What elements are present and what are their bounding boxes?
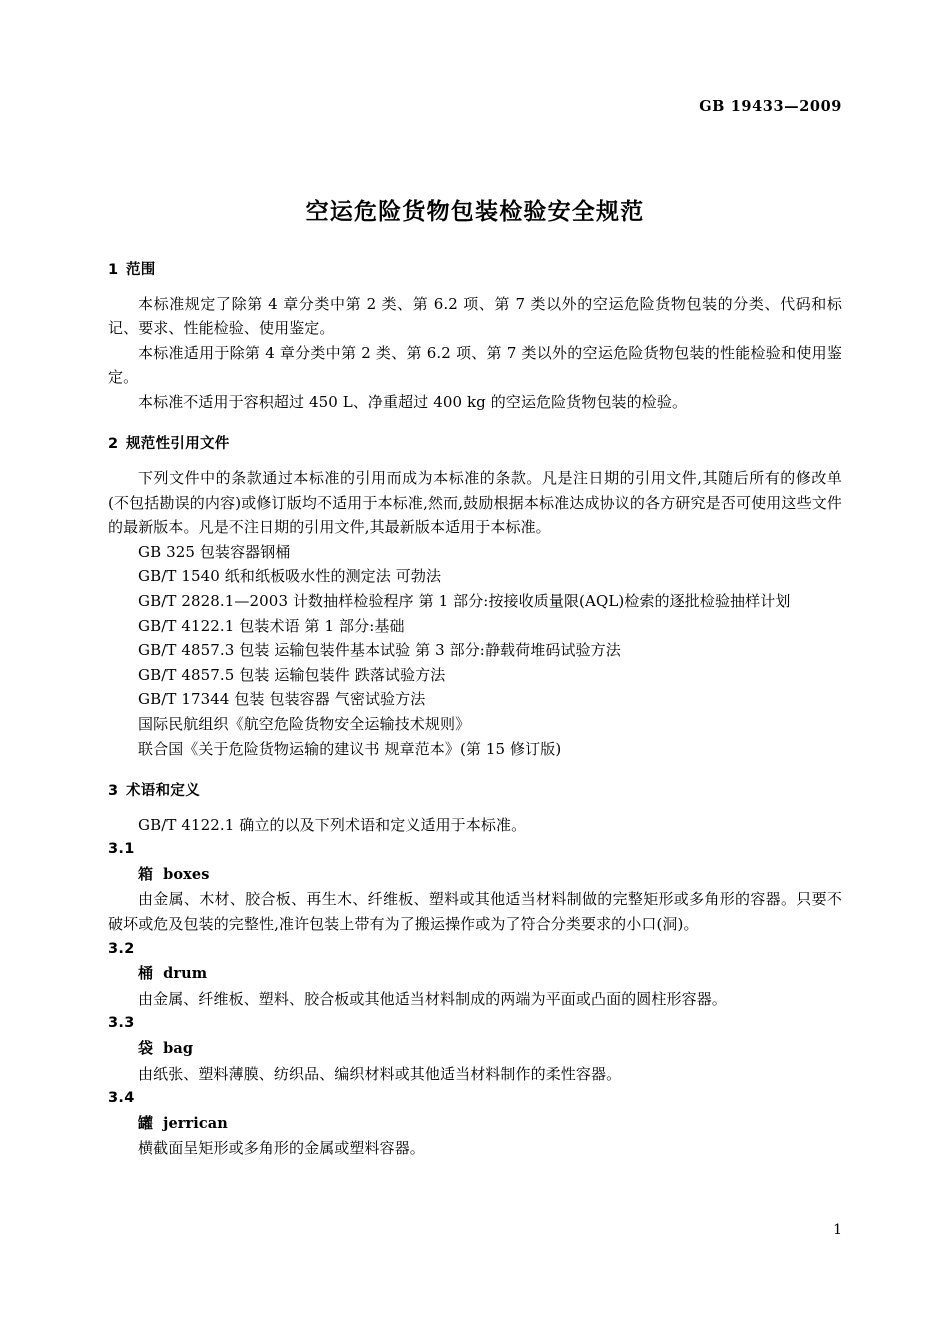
term-definition: 由金属、纤维板、塑料、胶合板或其他适当材料制成的两端为平面或凸面的圆柱形容器。 <box>138 989 727 1008</box>
reference-item: GB/T 4857.5 包装 运输包装件 跌落试验方法 <box>138 665 446 684</box>
term-definition: 横截面呈矩形或多角形的金属或塑料容器。 <box>138 1139 425 1158</box>
document-body <box>108 258 842 1161</box>
page-number: 1 <box>833 1222 842 1238</box>
reference-item: GB 325 包装容器钢桶 <box>138 542 291 561</box>
reference-item: 国际民航组织《航空危险货物安全运输技术规则》 <box>138 714 471 733</box>
clause-title-2: 规范性引用文件 <box>126 436 230 453</box>
term-definition: 由金属、木材、胶合板、再生木、纤维板、塑料或其他适当材料制做的完整矩形或多角形的容器。只要不破坏或危及包装的完整性,准许包装上带有为了搬运操作或为了符合分类要求的小口(洞)。 <box>108 890 842 933</box>
reference-item: GB/T 1540 纸和纸板吸水性的测定法 可勃法 <box>138 567 442 586</box>
page-title: 空运危险货物包装检验安全规范 <box>305 199 645 226</box>
term-english: jerrican <box>163 1114 228 1132</box>
subclause-number: 3.1 <box>108 841 135 858</box>
clause-heading-2 <box>108 432 842 457</box>
clause-title-3: 术语和定义 <box>126 783 200 800</box>
reference-item: 联合国《关于危险货物运输的建议书 规章范本》(第 15 修订版) <box>138 739 562 758</box>
subclause-number: 3.3 <box>108 1015 135 1032</box>
clause-number-2: 2 <box>108 436 119 453</box>
clause-number-3: 3 <box>108 783 119 800</box>
scope-paragraph-3: 本标准不适用于容积超过 450 L、净重超过 400 kg 的空运危险货物包装的检验。 <box>138 392 688 411</box>
scope-paragraph-1: 本标准规定了除第 4 章分类中第 2 类、第 6.2 项、第 7 类以外的空运危险货物包装的分类、代码和标记、要求、性能检验、使用鉴定。 <box>108 294 842 338</box>
term-line <box>108 862 842 888</box>
term-english: bag <box>163 1039 194 1057</box>
reference-item: GB/T 4857.3 包装 运输包装件基本试验 第 3 部分:静载荷堆码试验方法 <box>138 641 621 660</box>
term-definition: 由纸张、塑料薄膜、纺织品、编织材料或其他适当材料制作的柔性容器。 <box>138 1064 622 1083</box>
clause-title-1: 范围 <box>126 262 156 278</box>
term-english: boxes <box>163 865 210 883</box>
subclause-number: 3.4 <box>108 1090 135 1107</box>
term-chinese: 罐 <box>138 1113 154 1132</box>
clause-heading-1 <box>108 258 842 283</box>
term-line <box>108 961 842 987</box>
term-chinese: 桶 <box>138 964 154 983</box>
term-chinese: 箱 <box>138 864 154 883</box>
terms-intro: GB/T 4122.1 确立的以及下列术语和定义适用于本标准。 <box>138 815 527 834</box>
clause-heading-3 <box>108 779 842 804</box>
term-english: drum <box>163 965 208 983</box>
subclause-number: 3.2 <box>108 940 135 957</box>
clause-number-1: 1 <box>108 262 119 278</box>
reference-item: GB/T 4122.1 包装术语 第 1 部分:基础 <box>138 616 405 635</box>
normative-references-intro: 下列文件中的条款通过本标准的引用而成为本标准的条款。凡是注日期的引用文件,其随后所有的修改单(不包括勘误的内容)或修订版均不适用于本标准,然而,鼓励根据本标准达成协议的各方研究是否可使用这些文件的最新版本。凡是不注日期的引用文件,其最新版本适用于本标准。 <box>108 468 842 537</box>
standard-number-header: GB 19433—2009 <box>699 98 842 115</box>
term-chinese: 袋 <box>138 1038 154 1057</box>
reference-item: GB/T 17344 包装 包装容器 气密试验方法 <box>138 690 426 709</box>
term-line <box>108 1036 842 1062</box>
term-line <box>108 1111 842 1137</box>
scope-paragraph-2: 本标准适用于除第 4 章分类中第 2 类、第 6.2 项、第 7 类以外的空运危险货物包装的性能检验和使用鉴定。 <box>108 343 842 387</box>
reference-item: GB/T 2828.1—2003 计数抽样检验程序 第 1 部分:按接收质量限(AQL)检索的逐批检验抽样计划 <box>138 591 791 610</box>
